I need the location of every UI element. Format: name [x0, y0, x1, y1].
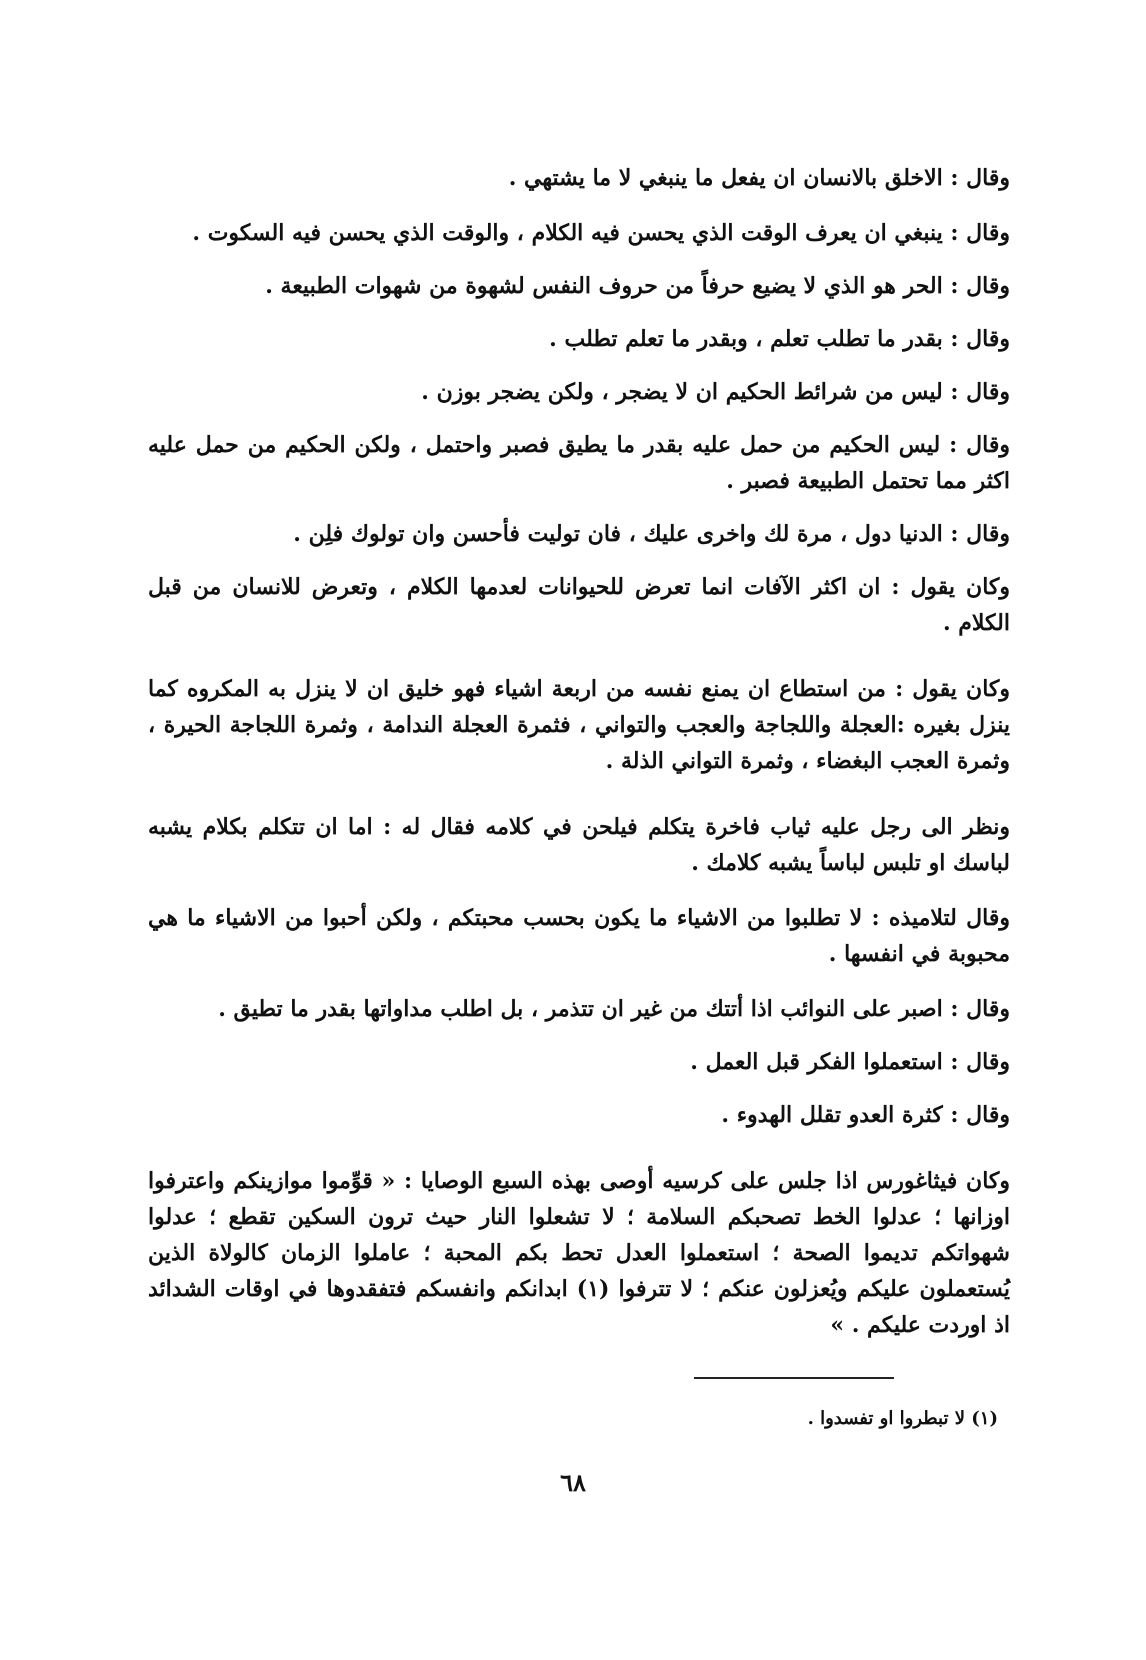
paragraph: وقال : اصبر على النوائب اذا أتتك من غير ان تتذمر ، بل اطلب مداواتها بقدر ما تطيق . — [218, 996, 1010, 1022]
paragraph: وقال لتلاميذه : لا تطلبوا من الاشياء ما يكون بحسب محبتكم ، ولكن أحبوا من الاشياء ما هي محبوبة في انفسها . — [148, 905, 1010, 967]
paragraph: وقال : استعملوا الفكر قبل العمل . — [690, 1049, 1010, 1075]
paragraph: وقال : كثرة العدو تقلل الهدوء . — [721, 1102, 1010, 1128]
paragraph: وكان فيثاغورس اذا جلس على كرسيه أوصى بهذه السبع الوصايا : « قوِّموا موازينكم واعترفوا اوزانها ؛ عدلوا الخط تصحبكم السلامة ؛ لا تشعلوا النار حيث ترون السكين تقطع ؛ عدلوا شهواتكم تديموا الصحة ؛ استعملوا العدل تحط بكم المحبة ؛ عاملوا الزمان كالولاة الذين يُستعملون عليكم ويُعزلون عنكم ؛ لا تترفوا (١) ابدانكم وانفسكم فتفقدوها في اوقات الشدائد اذ اوردت عليكم . » — [148, 1168, 1011, 1338]
paragraph: وقال : ليس من شرائط الحكيم ان لا يضجر ، ولكن يضجر بوزن . — [421, 379, 1010, 405]
paragraph: وقال : الاخلق بالانسان ان يفعل ما ينبغي لا ما يشتهي . — [508, 165, 1010, 191]
page-number: ٦٨ — [560, 1468, 586, 1497]
footnote: (١) لا تبطروا او تفسدوا . — [807, 1408, 998, 1429]
paragraph: وقال : الدنيا دول ، مرة لك واخرى عليك ، فان توليت فأحسن وان تولوك فلِن . — [293, 521, 1010, 547]
paragraph: ونظر الى رجل عليه ثياب فاخرة يتكلم فيلحن في كلامه فقال له : اما ان تتكلم بكلام يشبه لباسك او تلبس لباساً يشبه كلامك . — [148, 814, 1010, 876]
paragraph: وقال : الحر هو الذي لا يضيع حرفاً من حروف النفس لشهوة من شهوات الطبيعة . — [265, 273, 1010, 299]
paragraph: وقال : ينبغي ان يعرف الوقت الذي يحسن فيه الكلام ، والوقت الذي يحسن فيه السكوت . — [192, 220, 1010, 246]
footnote-divider — [694, 1377, 894, 1379]
paragraph: وكان يقول : من استطاع ان يمنع نفسه من اربعة اشياء فهو خليق ان لا ينزل به المكروه كما ينزل بغيره :العجلة واللجاجة والعجب والتواني ، فثمرة العجلة الندامة ، وثمرة اللجاجة الحيرة ، وثمرة العجب البغضاء ، وثمرة التواني الذلة . — [148, 676, 1010, 774]
main-text — [148, 160, 1010, 1343]
paragraph: وقال : ليس الحكيم من حمل عليه بقدر ما يطيق فصبر واحتمل ، ولكن الحكيم من حمل عليه اكثر مما تحتمل الطبيعة فصبر . — [148, 432, 1010, 494]
paragraph: وقال : بقدر ما تطلب تعلم ، وبقدر ما تعلم تطلب . — [549, 326, 1010, 352]
paragraph: وكان يقول : ان اكثر الآفات انما تعرض للحيوانات لعدمها الكلام ، وتعرض للانسان من قبل الكلام . — [148, 574, 1010, 636]
